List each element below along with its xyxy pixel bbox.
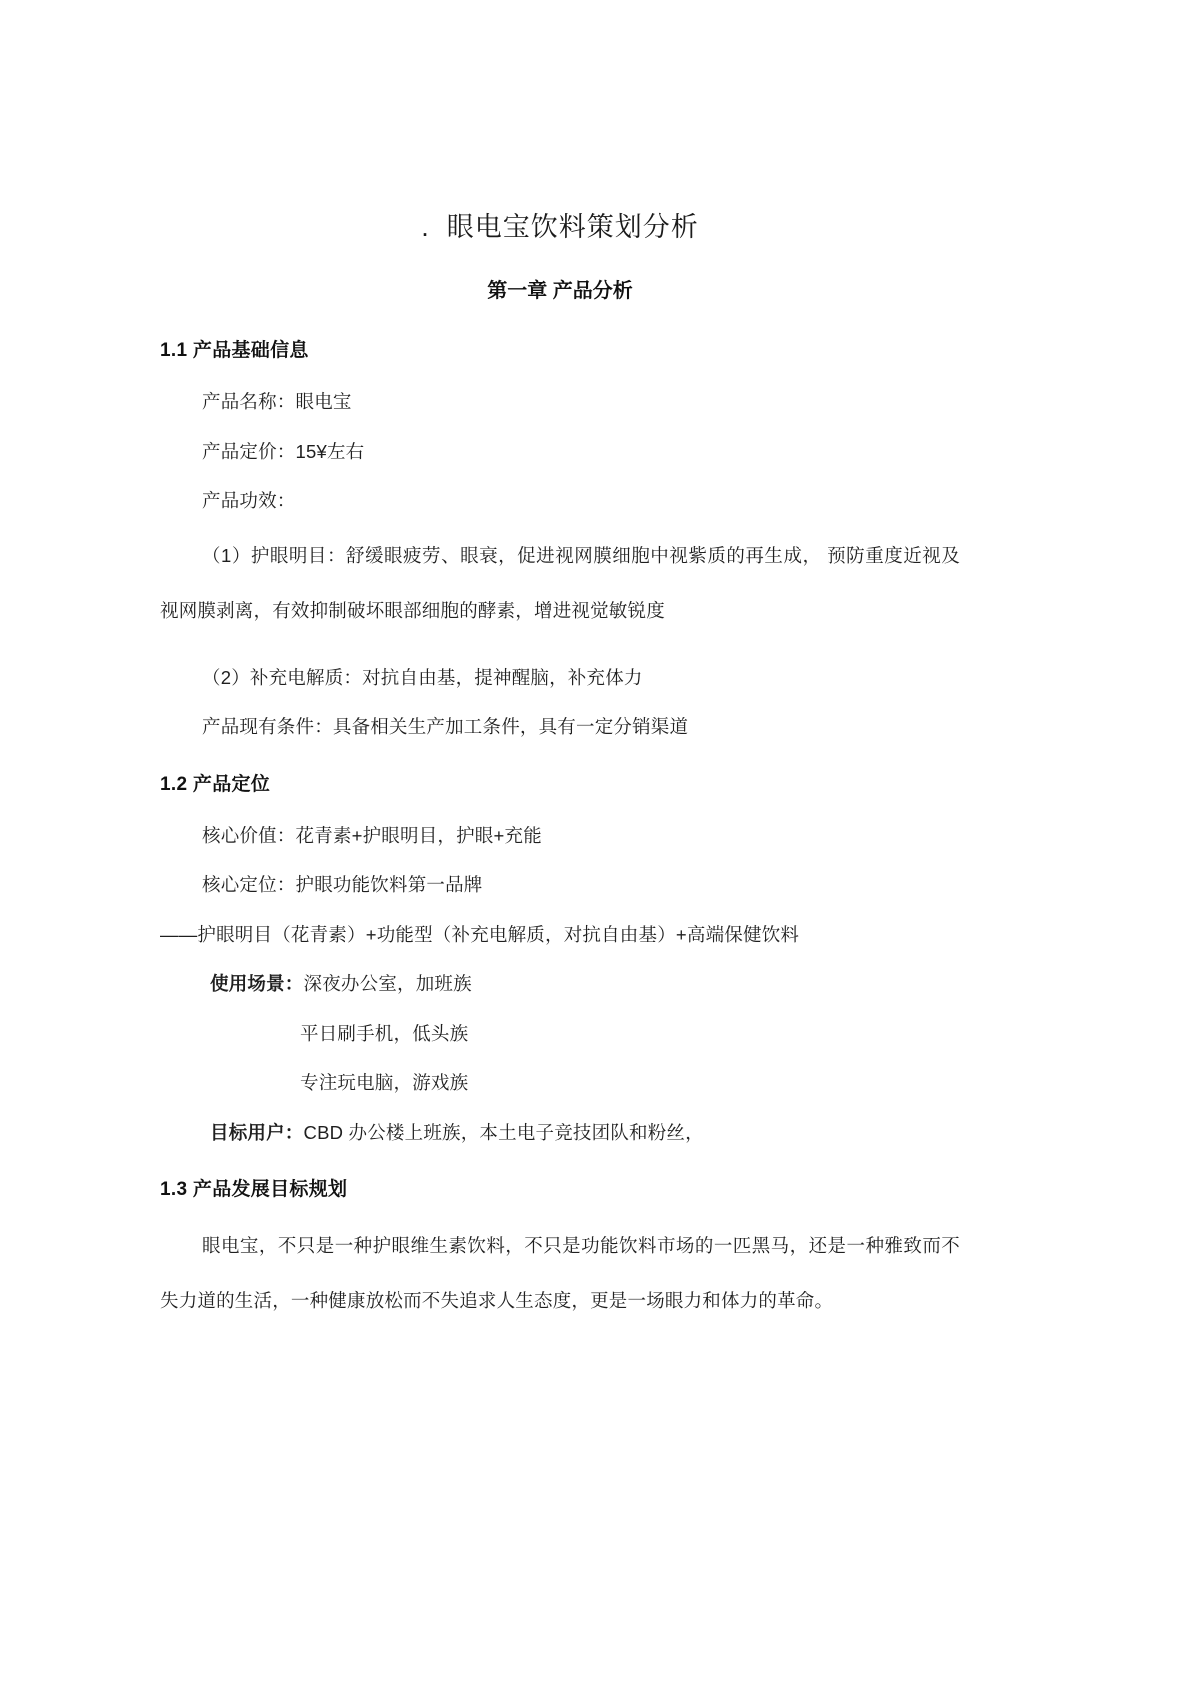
usage-scenario-line-3: 专注玩电脑，游戏族 bbox=[300, 1072, 469, 1093]
chapter-title: 第一章 产品分析 bbox=[487, 280, 633, 302]
core-value-line: 核心价值：花青素+护眼明目，护眼+充能 bbox=[202, 824, 542, 846]
product-efficacy-label: 产品功效： bbox=[202, 490, 296, 511]
target-user-value: CBD 办公楼上班族，本土电子竞技团队和粉丝， bbox=[303, 1121, 704, 1143]
positioning-formula-line: ——护眼明目（花青素）+功能型（补充电解质，对抗自由基）+高端保健饮料 bbox=[160, 923, 800, 945]
usage-scenario-line-2: 平日刷手机，低头族 bbox=[300, 1022, 469, 1044]
development-goal-paragraph: 眼电宝，不只是一种护眼维生素饮料，不只是功能饮料市场的一匹黑马，还是一种雅致而不失力道的生活，一种健康放松而不失追求人生态度，更是一场眼力和体力的革命。 bbox=[160, 1235, 960, 1311]
existing-conditions-line: 产品现有条件：具备相关生产加工条件，具有一定分销渠道 bbox=[202, 716, 689, 737]
usage-scenario-line bbox=[160, 944, 960, 994]
target-user-line bbox=[160, 1093, 960, 1143]
product-name-line: 产品名称：眼电宝 bbox=[202, 391, 352, 412]
product-price-line: 产品定价：15¥左右 bbox=[202, 440, 365, 462]
document-body bbox=[160, 0, 960, 1328]
section-heading-1-3: 1.3 产品发展目标规划 bbox=[160, 1179, 348, 1200]
efficacy-item-2: （2）补充电解质：对抗自由基，提神醒脑，补充体力 bbox=[202, 666, 643, 688]
efficacy-item-1: （1）护眼明目：舒缓眼疲劳、眼衰，促进视网膜细胞中视紫质的再生成， 预防重度近视及视网膜剥离，有效抑制破坏眼部细胞的酵素，增进视觉敏锐度 bbox=[160, 544, 960, 621]
core-position-line: 核心定位：护眼功能饮料第一品牌 bbox=[202, 874, 483, 895]
section-heading-1-2: 1.2 产品定位 bbox=[160, 773, 271, 795]
usage-scenario-label: 使用场景： bbox=[210, 973, 304, 994]
target-user-label: 目标用户： bbox=[210, 1121, 304, 1143]
usage-scenario-value: 深夜办公室，加班族 bbox=[303, 973, 472, 994]
section-heading-1-1: 1.1 产品基础信息 bbox=[160, 340, 309, 361]
document-title: . 眼电宝饮料策划分析 bbox=[421, 212, 699, 242]
